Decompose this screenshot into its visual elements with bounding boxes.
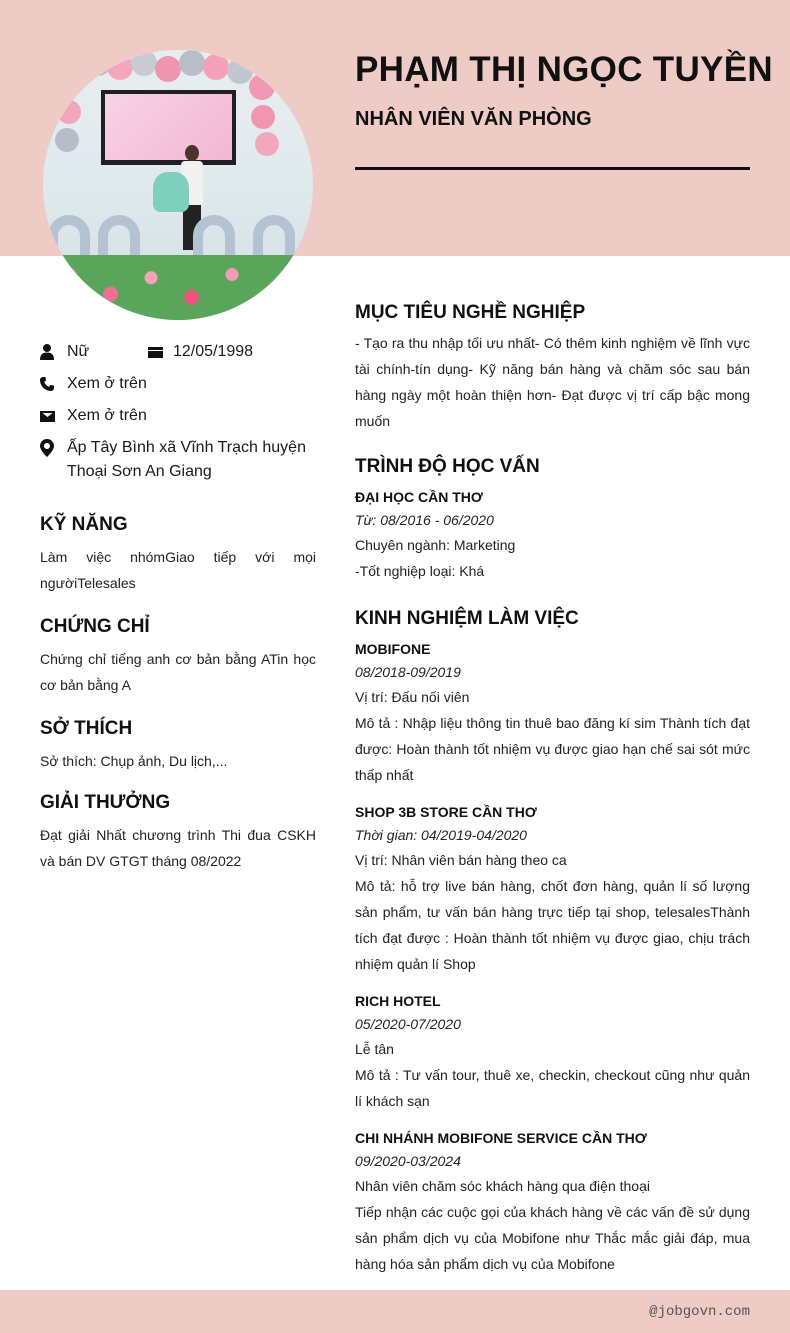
school-name: ĐẠI HỌC CẦN THƠ xyxy=(355,489,483,505)
experience-line: Mô tả : Nhập liệu thông tin thuê bao đăng kí sim Thành tích đạt được: Hoàn thành tốt nhiệm vụ được giao hạn chế sai sót mức thấp nhất xyxy=(355,715,750,783)
experience-line: Mô tả : Tư vấn tour, thuê xe, checkin, checkout cũng như quản lí khách sạn xyxy=(355,1067,750,1109)
education-heading: TRÌNH ĐỘ HỌC VẤN xyxy=(355,456,540,477)
email-row xyxy=(40,404,316,428)
location-pin-icon xyxy=(40,436,67,460)
objective-heading: MỤC TIÊU NGHỀ NGHIỆP xyxy=(355,302,586,323)
job-title: NHÂN VIÊN VĂN PHÒNG xyxy=(355,108,592,130)
experience-line: Nhân viên chăm sóc khách hàng qua điện thoại xyxy=(355,1178,650,1194)
experience-date: 05/2020-07/2020 xyxy=(355,1016,461,1032)
skills-heading: KỸ NĂNG xyxy=(40,514,128,535)
experience-line: Mô tả: hỗ trợ live bán hàng, chốt đơn hàng, quản lí số lượng sản phẩm, tư vấn bán hàng trực tiếp tại shop, telesalesThành tích đạt được : Hoàn thành tốt nhiệm vụ được giao, chịu trách nhiệm quản lí Shop xyxy=(355,878,750,972)
avatar xyxy=(43,50,313,320)
gender-value: Nữ xyxy=(67,343,90,360)
phone-value: Xem ở trên xyxy=(67,375,147,392)
company-name: RICH HOTEL xyxy=(355,993,441,1009)
awards-text: Đạt giải Nhất chương trình Thi đua CSKH và bán DV GTGT tháng 08/2022 xyxy=(40,827,316,869)
company-name: CHI NHÁNH MOBIFONE SERVICE CẦN THƠ xyxy=(355,1130,647,1146)
person-icon xyxy=(40,340,67,364)
hobbies-heading: SỞ THÍCH xyxy=(40,718,133,739)
experience-line: Vị trí: Đấu nối viên xyxy=(355,689,470,705)
footer xyxy=(0,1290,790,1333)
right-column xyxy=(355,300,750,1277)
experience-item xyxy=(355,638,750,788)
company-name: SHOP 3B STORE CẦN THƠ xyxy=(355,804,537,820)
experience-date: Thời gian: 04/2019-04/2020 xyxy=(355,827,527,843)
calendar-icon xyxy=(148,340,173,364)
education-line: Chuyên ngành: Marketing xyxy=(355,537,516,553)
address-row xyxy=(40,436,316,484)
phone-row xyxy=(40,372,316,396)
experience-line: Lễ tân xyxy=(355,1041,394,1057)
left-column xyxy=(40,340,316,874)
experience-date: 08/2018-09/2019 xyxy=(355,664,461,680)
title-divider xyxy=(355,167,750,170)
candidate-name: PHẠM THỊ NGỌC TUYỀN xyxy=(355,50,773,89)
education-date: Từ: 08/2016 - 06/2020 xyxy=(355,512,494,528)
experience-heading: KINH NGHIỆM LÀM VIỆC xyxy=(355,608,579,629)
footer-watermark: @jobgovn.com xyxy=(649,1304,750,1320)
certificates-heading: CHỨNG CHỈ xyxy=(40,616,150,637)
experience-date: 09/2020-03/2024 xyxy=(355,1153,461,1169)
hobbies-text: Sở thích: Chụp ảnh, Du lịch,... xyxy=(40,753,228,769)
education-line: -Tốt nghiệp loại: Khá xyxy=(355,563,485,579)
certificates-text: Chứng chỉ tiếng anh cơ bản bằng ATin học cơ bản bằng A xyxy=(40,651,316,693)
objective-text: - Tạo ra thu nhập tối ưu nhất- Có thêm kinh nghiệm về lĩnh vực tài chính-tín dụng- Kỹ năng bán hàng và chăm sóc sau bán hàng ngày một hoàn thiện hơn- Đạt được vị trí cấp bậc mong muốn xyxy=(355,335,750,429)
address-value: Ấp Tây Bình xã Vĩnh Trạch huyện Thoại Sơn An Giang xyxy=(67,439,306,480)
birthday-value: 12/05/1998 xyxy=(173,343,254,360)
skills-text: Làm việc nhómGiao tiếp với mọi ngườiTelesales xyxy=(40,549,316,591)
experience-line: Vị trí: Nhân viên bán hàng theo ca xyxy=(355,852,567,868)
company-name: MOBIFONE xyxy=(355,641,431,657)
phone-icon xyxy=(40,372,67,396)
awards-heading: GIẢI THƯỞNG xyxy=(40,792,171,813)
experience-item xyxy=(355,1127,750,1277)
experience-item xyxy=(355,990,750,1114)
experience-item xyxy=(355,801,750,977)
gender-birthday-row xyxy=(40,340,316,364)
email-value: Xem ở trên xyxy=(67,407,147,424)
experience-line: Tiếp nhận các cuộc gọi của khách hàng về các vấn đề sử dụng sản phẩm dịch vụ của Mobifone như Thắc mắc giải đáp, mua hàng hóa sản phẩm dịch vụ của Mobifone xyxy=(355,1204,750,1272)
mail-icon xyxy=(40,404,67,428)
